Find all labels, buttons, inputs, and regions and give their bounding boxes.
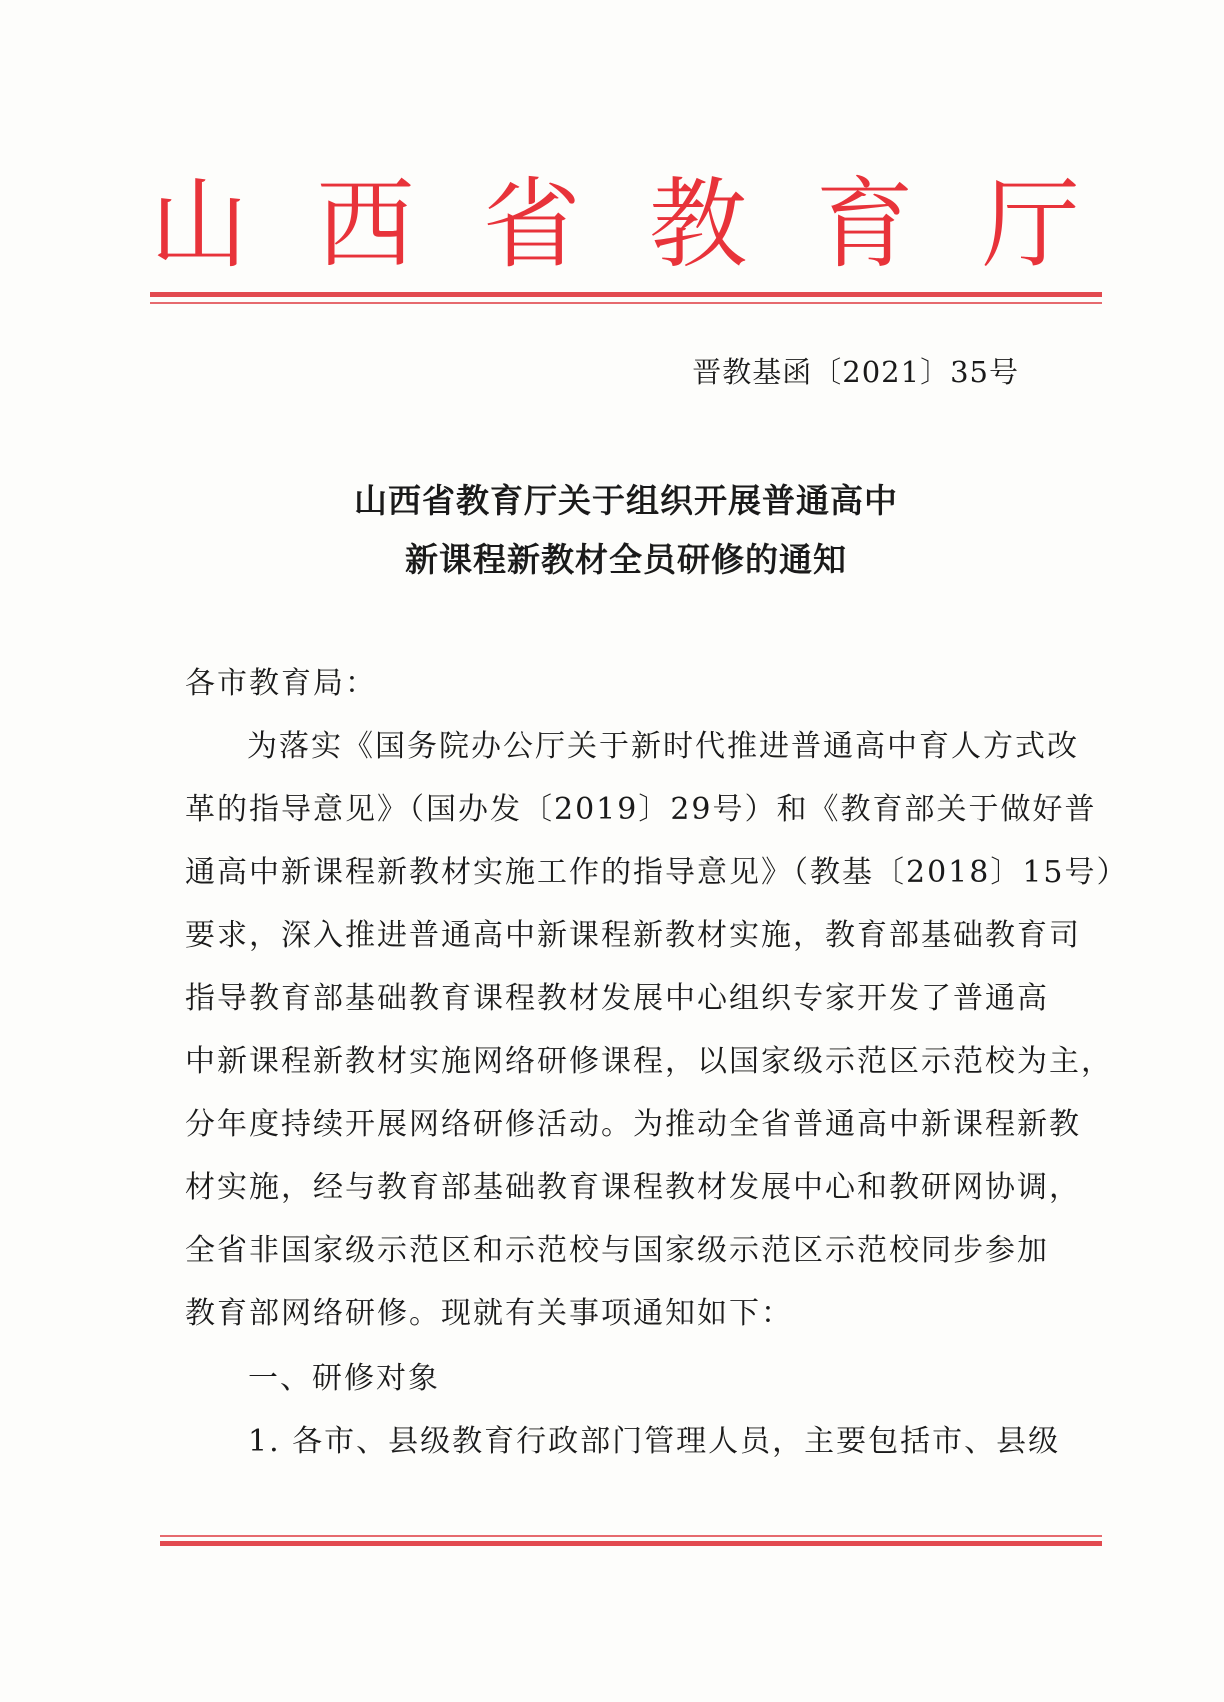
letterhead-char: 省: [482, 168, 581, 282]
letterhead-rule-thick: [150, 292, 1102, 297]
letterhead-char: 厅: [981, 168, 1080, 282]
list-item: 1. 各市、县级教育行政部门管理人员，主要包括市、县级: [248, 1424, 1061, 1459]
paragraph-line: 教育部网络研修。现就有关事项通知如下：: [185, 1296, 793, 1331]
letterhead-char: 育: [815, 168, 914, 282]
document-title-line-2: 新课程新教材全员研修的通知: [405, 540, 847, 579]
paragraph-line: 通高中新课程新教材实施工作的指导意见》（教基〔2018〕15号）: [185, 855, 1129, 890]
paragraph-line: 革的指导意见》（国办发〔2019〕29号）和《教育部关于做好普: [185, 792, 1097, 827]
footer-rule-thin: [160, 1535, 1102, 1537]
document-title-line-1: 山西省教育厅关于组织开展普通高中: [354, 481, 898, 520]
body-paragraph: [185, 715, 1129, 1345]
letterhead: [150, 165, 1080, 285]
paragraph-line: 分年度持续开展网络研修活动。为推动全省普通高中新课程新教: [185, 1107, 1081, 1142]
paragraph-line: 指导教育部基础教育课程教材发展中心组织专家开发了普通高: [185, 981, 1049, 1016]
paragraph-line: 为落实《国务院办公厅关于新时代推进普通高中育人方式改: [247, 729, 1079, 764]
paragraph-line: 全省非国家级示范区和示范校与国家级示范区示范校同步参加: [185, 1233, 1049, 1268]
letterhead-char: 山: [150, 168, 249, 282]
paragraph-line: 材实施，经与教育部基础教育课程教材发展中心和教研网协调，: [185, 1170, 1081, 1205]
paragraph-line: 要求，深入推进普通高中新课程新教材实施，教育部基础教育司: [185, 918, 1081, 953]
letterhead-char: 西: [316, 168, 415, 282]
section-heading: 一、研修对象: [248, 1361, 440, 1396]
letterhead-rule-thin: [150, 302, 1102, 304]
salutation: 各市教育局：: [185, 666, 377, 701]
paragraph-line: 中新课程新教材实施网络研修课程，以国家级示范区示范校为主，: [185, 1044, 1113, 1079]
letterhead-char: 教: [649, 168, 748, 282]
footer-rule-thick: [160, 1541, 1102, 1546]
document-number: 晋教基函〔2021〕35号: [692, 355, 1019, 389]
